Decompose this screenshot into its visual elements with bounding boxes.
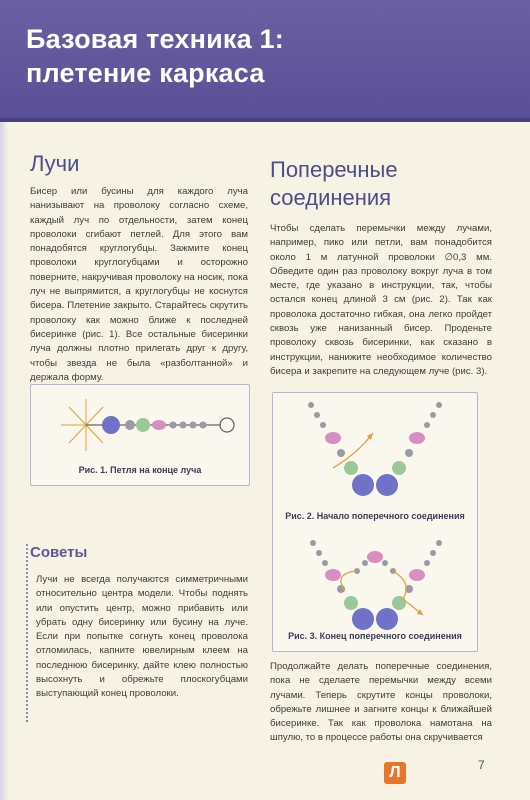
cross-connections-paragraph-1: Чтобы сделать перемычки между лучами, например, пико или петли, вам понадобится около 1 м латунной проволоки ∅0,3 мм. Обведите один раз проволоку вокруг луча в том месте, где указано в инструкции, так, чтобы остался конец длиной 3 см (рис. 2). Так как проволока достаточно гибкая, она легко пройдет сквозь уже нанизанный бисер. Проденьте проволоку сквозь бисеринки, как сказано в инструкции, нанижите необходимое количество бисера и закрепите на следующем луче (рис. 3). <box>270 223 492 377</box>
heading-line-1: Поперечные <box>270 157 398 182</box>
figure-1-illustration <box>31 385 249 465</box>
figures-2-3-box <box>272 392 478 652</box>
figure-2-caption: Рис. 2. Начало поперечного соединения <box>285 511 465 521</box>
heading-line-2: соединения <box>270 185 392 210</box>
publisher-logo: Л <box>384 762 406 784</box>
cross-connections-paragraph-2: Продолжайте делать поперечные соединения, пока не сделаете перемычки между всеми лучами. Теперь скрутите концы проволоки, обрежьте лишнее и загните концы к ближайшей бисеринке. Так как проволока намотана на шпулю, то в процессе работы она скручивается <box>270 661 492 744</box>
rays-paragraph: Бисер или бусины для каждого луча нанизывают на проволоку согласно схеме, каждый луч по отдельности, затем конец проволоки сгибают петлей. Для этого вам понадобятся круглогубцы. Зажмите конец проволоки круглогубцами и осторожно поверните, накручивая проволоку на носик, пока луч не выпрямится, а круглогубцы не коснутся бисера. Плетение закрыто. Старайтесь скрутить проволоку как можно ближе к последней бисеринке (рис. 1). Все остальные бисеринки луча должны плотно прилегать друг к другу, чтобы звезда не была «разболтанной» и держала форму. <box>30 186 248 383</box>
figure-1 <box>30 384 250 486</box>
tips-heading: Советы <box>30 544 88 561</box>
left-edge-decoration <box>0 122 8 800</box>
section-heading-cross-connections <box>270 156 398 212</box>
figure-3-illustration <box>273 533 477 643</box>
page-title-line-1: Базовая техника 1: <box>26 24 284 54</box>
tips-divider <box>26 544 30 722</box>
page-title <box>26 22 506 90</box>
header-banner <box>0 0 530 122</box>
figure-1-caption: Рис. 1. Петля на конце луча <box>78 465 202 475</box>
figure-2-illustration <box>273 393 477 513</box>
section-heading-rays: Лучи <box>30 151 80 176</box>
page-title-line-2: плетение каркаса <box>26 58 265 88</box>
figure-3-caption: Рис. 3. Конец поперечного соединения <box>288 631 462 641</box>
page-number: 7 <box>478 758 485 772</box>
tips-paragraph: Лучи не всегда получаются симметричными относительно центра модели. Чтобы поднять или опустить центр, можно прибавить или убрать одну бисеринку или бусину на луче. Если при попытке согнуть конец проволока отломилась, капните ювелирным клеем на последнюю бисеринку, дайте клею полностью высохнуть и обрежьте плоскогубцами выступающий конец проволоки. <box>36 574 248 700</box>
